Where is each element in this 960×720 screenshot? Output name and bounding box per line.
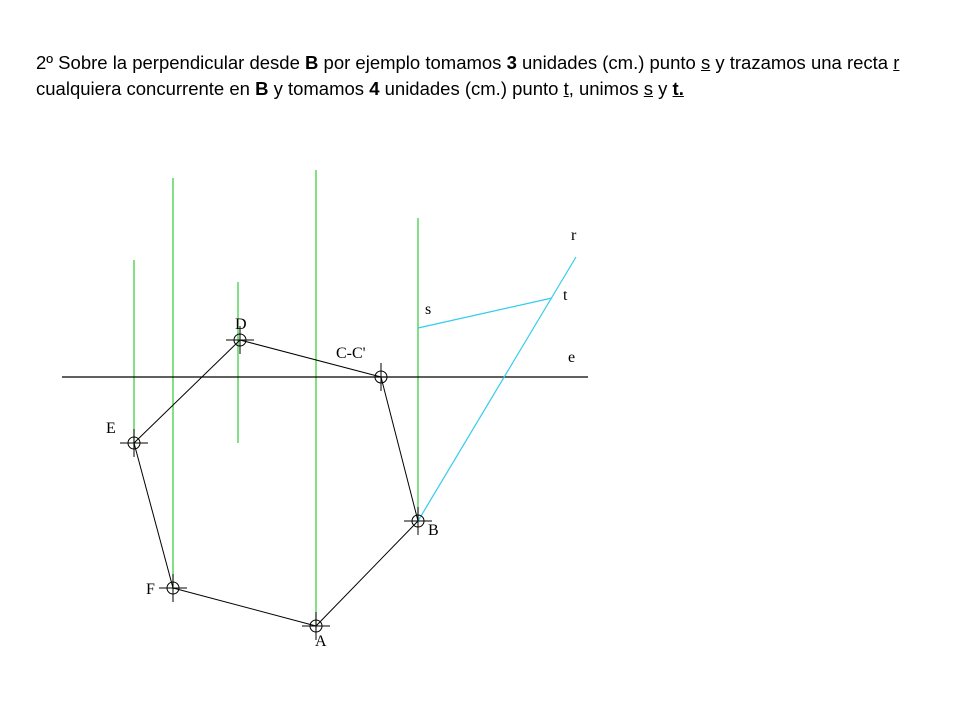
caption-underline-t: t — [563, 78, 569, 99]
green-construction-lines — [134, 170, 418, 628]
edge-f-e — [134, 443, 173, 588]
caption-underline-s: s — [700, 52, 711, 73]
point-markers — [120, 326, 432, 640]
caption-underline-t-2: t. — [672, 78, 684, 99]
caption-bold-3: 3 — [506, 52, 517, 73]
label-r: r — [571, 227, 577, 244]
caption-text-2: por ejemplo tomamos — [318, 52, 507, 73]
label-f: F — [146, 581, 155, 598]
label-b: B — [428, 522, 439, 539]
cyan-lines — [418, 257, 576, 521]
caption-text-9: y — [653, 78, 673, 99]
label-t: t — [563, 287, 568, 304]
caption-underline-r: r — [893, 52, 900, 73]
point-c-marker — [367, 363, 395, 391]
edge-b-a — [316, 521, 418, 626]
edge-c-b — [381, 377, 418, 521]
caption-text-8: , unimos — [568, 78, 644, 99]
label-d: D — [235, 316, 247, 333]
caption-text-1: 2º Sobre la perpendicular desde — [36, 52, 306, 73]
caption-bold-b-2: B — [255, 78, 269, 99]
caption-bold-b: B — [305, 52, 319, 73]
caption-text-5: cualquiera concurrente en — [36, 78, 256, 99]
edge-e-d — [134, 340, 240, 443]
label-e: e — [568, 349, 576, 366]
edge-a-f — [173, 588, 316, 626]
label-s: s — [425, 301, 432, 318]
caption-text-6: y tomamos — [268, 78, 370, 99]
caption-bold-4: 4 — [369, 78, 380, 99]
caption-text-4: y trazamos una recta — [710, 52, 894, 73]
caption-underline-s-2: s — [643, 78, 654, 99]
line-r — [418, 257, 576, 521]
caption-text-7: unidades (cm.) punto — [379, 78, 564, 99]
label-e-point: E — [106, 420, 116, 437]
label-c-c-prime: C-C' — [336, 345, 366, 362]
label-a: A — [315, 633, 327, 650]
point-f-marker — [159, 574, 187, 602]
caption-text-3: unidades (cm.) punto — [516, 52, 701, 73]
line-s-t — [418, 298, 552, 328]
